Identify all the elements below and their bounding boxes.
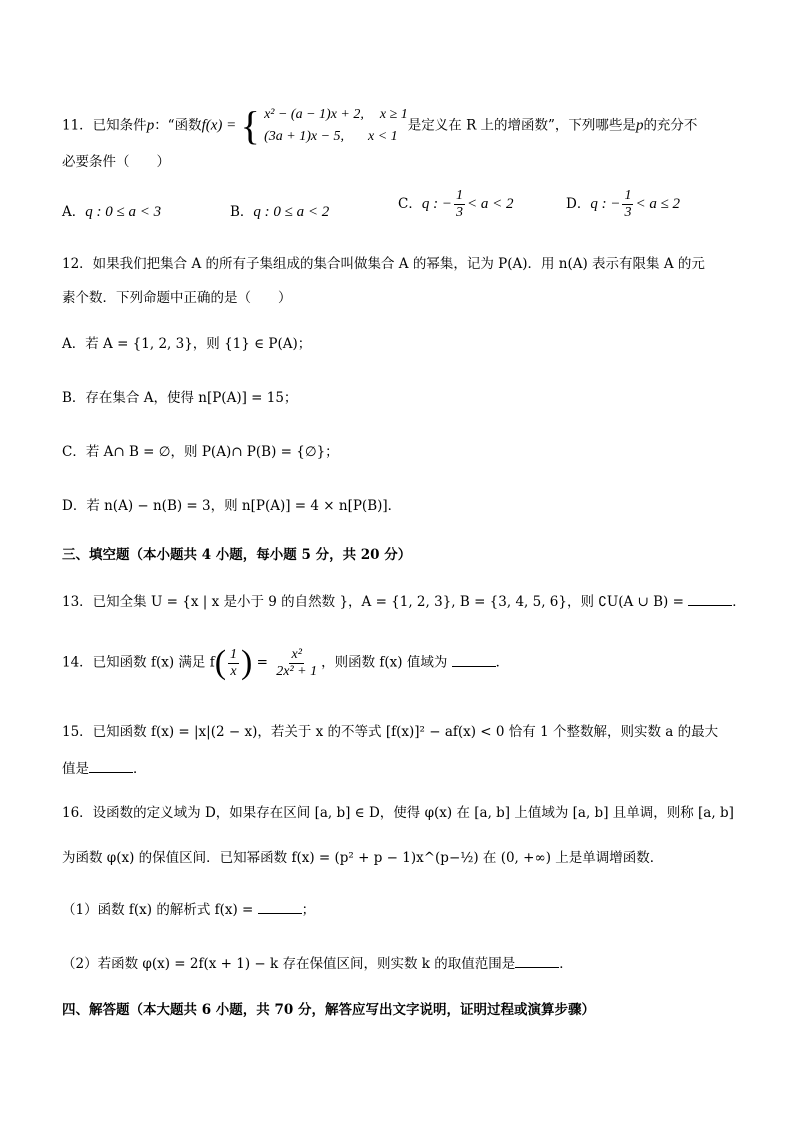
q11-fx: f(x) =	[201, 117, 237, 134]
q11-p2: p	[635, 117, 644, 134]
q13-line: 13．已知全集 U = {x | x 是小于 9 的自然数 }，A = {1, 2, 3}, B = {3, 4, 5, 6}，则 ∁U(A ∪ B) = ．	[62, 591, 734, 612]
q12-option-a: A．若 A = {1, 2, 3}，则 {1} ∈ P(A)；	[62, 336, 312, 352]
q12-option-b: B．存在集合 A，使得 n[P(A)] = 15；	[62, 390, 298, 406]
q16-sub1-blank	[258, 899, 302, 914]
q11-line1	[62, 104, 734, 148]
q11-suffix2: 的充分不	[643, 117, 698, 134]
q11-case1-expr: x² − (a − 1)x + 2,	[264, 107, 364, 122]
q11-case2-cond: x < 1	[368, 129, 398, 144]
q16-line2: 为函数 φ(x) 的保值区间．已知幂函数 f(x) = (p² + p − 1)x^(p−½) 在 (0, +∞) 上是单调增函数．	[62, 850, 664, 866]
q15-line1: 15．已知函数 f(x) = |x|(2 − x)，若关于 x 的不等式 [f(x)]² − af(x) < 0 恰有 1 个整数解，则实数 a 的最大	[62, 724, 719, 740]
q16-sub2-blank	[515, 953, 559, 968]
q11-prefix: 11．已知条件	[62, 117, 147, 134]
q16-line1: 16．设函数的定义域为 D，如果存在区间 [a, b] ∈ D，使得 φ(x) 在 [a, b] 上值域为 [a, b] 且单调，则称 [a, b]	[62, 805, 734, 821]
q14-line: 14．已知函数 f(x) 满足 f( $\frac{1}{x}$ ) = $\frac{\text{x²}}{\text{2x² + 1}}$ ，则函数 f(x) 值域为 ．	[62, 644, 510, 681]
q12-option-c: C．若 A∩ B = ∅，则 P(A)∩ P(B) = {∅}；	[62, 444, 339, 460]
q12-option-d: D．若 n(A) − n(B) = 3，则 n[P(A)] = 4 × n[P(B)]．	[62, 498, 402, 514]
q11-option-d: D．q : − $\frac{1}{3}$ < a ≤ 2	[566, 188, 681, 220]
q15-blank	[89, 758, 133, 773]
q16-sub1: （1）函数 f(x) 的解析式 f(x) = ；	[62, 899, 734, 920]
section-3-heading: 三、填空题（本小题共 4 小题，每小题 5 分，共 20 分）	[62, 547, 412, 563]
q15-line2: 值是 ．	[62, 758, 734, 779]
q12-line1: 12．如果我们把集合 A 的所有子集组成的集合叫做集合 A 的幂集，记为 P(A)．用 n(A) 表示有限集 A 的元	[62, 256, 705, 272]
q11-cases	[264, 104, 408, 148]
q11-line2: 必要条件（ ）	[62, 154, 170, 170]
q11-colon: ：“函数	[154, 117, 202, 134]
q11-case2-expr: (3a + 1)x − 5,	[264, 129, 345, 144]
q11-option-b: B．q : 0 ≤ a < 2	[230, 204, 330, 220]
q11-option-c: C．q : − $\frac{1}{3}$ < a < 2	[398, 188, 514, 220]
q11-case1-cond: x ≥ 1	[379, 107, 408, 122]
q11-brace: {	[240, 103, 260, 148]
q11-option-a: A．q : 0 ≤ a < 3	[62, 204, 162, 220]
q14-blank	[452, 652, 496, 667]
q13-blank	[688, 591, 732, 606]
section-4-heading: 四、解答题（本大题共 6 小题，共 70 分，解答应写出文字说明，证明过程或演算步骤）	[62, 1002, 595, 1018]
q11-suffix: 是定义在 R 上的增函数”，下列哪些是	[407, 117, 636, 134]
q12-line2: 素个数．下列命题中正确的是（ ）	[62, 290, 292, 306]
q16-sub2: （2）若函数 φ(x) = 2f(x + 1) − k 存在保值区间，则实数 k 的取值范围是 ．	[62, 953, 734, 974]
q11-p: p	[146, 117, 155, 134]
